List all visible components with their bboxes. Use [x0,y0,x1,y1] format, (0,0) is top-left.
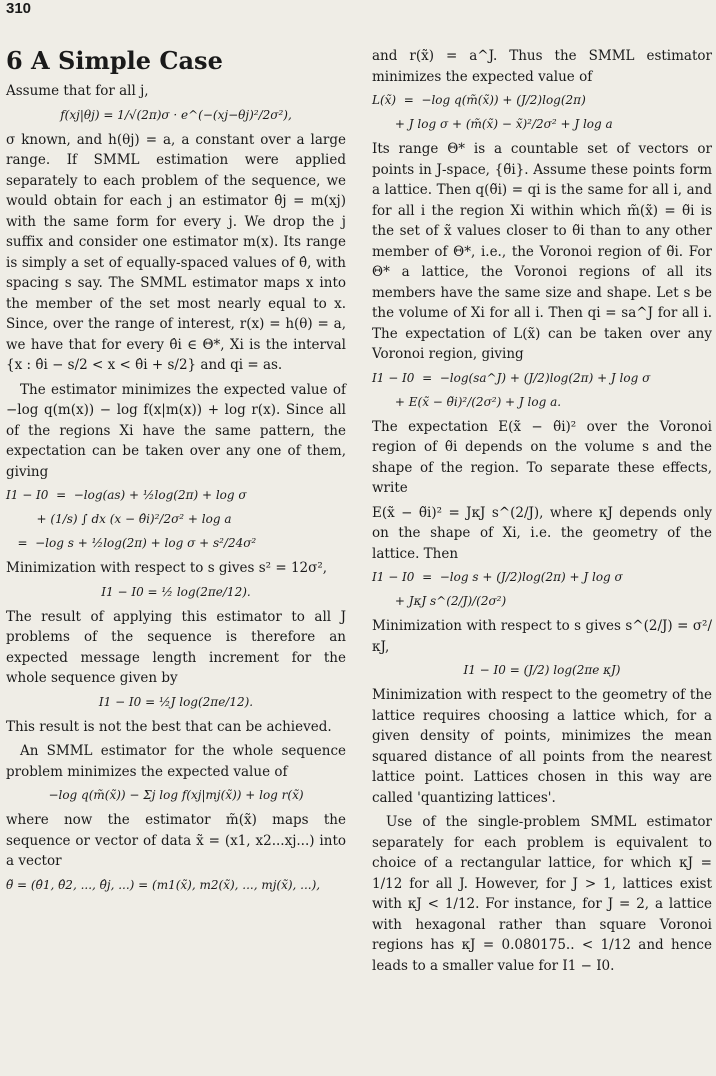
equation: I1 − I0 = −log(as) + ½log(2π) + log σ [6,488,247,502]
left-column [6,46,346,900]
paragraph: Use of the single-problem SMML estimator separately for each problem is equivalent to choice of a rectangular lattice, for which κJ = 1/12 for all J. However, for J > 1, lattices exist with κJ < 1/12. For instance, for J = 2, a lattice with hexagonal rather than square Voronoi regions has κJ = 0.080175.. < 1/12 and hence leads to a smaller value for I1 − I0. [372,814,712,974]
section-title: 6 A Simple Case [6,46,223,75]
equation: I1 − I0 = (J/2) log(2πe κJ) [463,663,621,677]
equation: I1 − I0 = −log(sa^J) + (J/2)log(2π) + J log σ [372,370,651,385]
paragraph: The estimator minimizes the expected value of −log q(m(x)) − log f(x|m(x)) + log r(x). Since all of the regions Xi have the same pattern, the expectation can be taken over any one of them, giving [6,381,346,480]
paragraph: Minimization with respect to the geometry of the lattice requires choosing a lattice which, for a given density of points, minimizes the mean squared distance of all points from the nearest lattice point. Lattices chosen in this way are called 'quantizing lattices'. [372,687,712,806]
paragraph: Assume that for all j, [6,83,149,99]
paragraph: σ known, and h(θj) = a, a constant over a large range. If SMML estimation were applied separately to each problem of the sequence, we would obtain for each j an estimator θ̂j = m(xj) with the same form for every j. We drop the j suffix and consider one estimator m(x). Its range is simply a set of equally-spaced values of θ̂, with spacing s say. The SMML estimator maps x into the member of the set most nearly equal to x. Since, over the range of interest, r(x) = h(θ) = a, we have that for every θ̂i ∈ Θ*, Xi is the interval {x : θ̂i − s/2 < x < θ̂i + s/2} and qi = as. [6,131,346,373]
page-number: 310 [6,0,32,17]
paragraph: Minimization with respect to s gives s^(2/J) = σ²/κJ, [372,618,712,655]
equation: L(x̃) = −log q(m̃(x̃)) + (J/2)log(2π) [372,93,586,107]
equation: θ̃ = (θ̂1, θ̂2, ..., θ̂j, ...) = (m1(x̃), m2(x̃), ..., mj(x̃), ...), [6,877,321,892]
paragraph: Minimization with respect to s gives s² = 12σ², [6,560,328,576]
equation: + (1/s) ∫ dx (x − θ̂i)²/2σ² + log a [6,512,232,526]
equation: I1 − I0 = ½ log(2πe/12). [101,584,251,599]
paragraph: Its range Θ* is a countable set of vectors or points in J-space, {θ̃i}. Assume these points form a lattice. Then q(θ̃i) = qi is the same for all i, and for all i the region Xi within which m̃(x̃) = θ̃i is the set of x̃ values closer to θ̃i than to any other member of Θ*, i.e., the Voronoi region of θ̃i. For Θ* a lattice, the Voronoi regions of all its members have the same size and shape. Let s be the volume of Xi for all i. Then qi = sa^J for all i. The expectation of L(x̃) can be taken over any Voronoi region, giving [372,141,712,362]
equation: −log q(m̃(x̃)) − Σj log f(xj|mj(x̃)) + log r(x̃) [48,788,304,802]
paragraph: An SMML estimator for the whole sequence problem minimizes the expected value of [6,743,346,780]
equation: I1 − I0 = −log s + (J/2)log(2π) + J log σ [372,570,623,584]
paragraph: E(x̃ − θ̃i)² = JκJ s^(2/J), where κJ depends only on the shape of Xi, i.e. the geometry of the lattice. Then [372,504,712,562]
equation: + J log σ + (m̃(x̃) − x̃)²/2σ² + J log a [372,117,613,131]
paragraph: and r(x̃) = a^J. Thus the SMML estimator minimizes the expected value of [372,48,712,85]
equation: f(xj|θj) = 1/√(2π)σ · e^(−(xj−θj)²/2σ²), [60,107,292,122]
paragraph: where now the estimator m̃(x̃) maps the sequence or vector of data x̃ = (x1, x2...xj...) into a vector [6,812,346,869]
equation: + JκJ s^(2/J)/(2σ²) [372,594,507,608]
equation: + E(x̃ − θ̃i)²/(2σ²) + J log a. [372,394,562,409]
equation: I1 − I0 = ½J log(2πe/12). [98,694,254,709]
paragraph: This result is not the best that can be achieved. [6,718,332,735]
right-column [372,46,712,980]
paragraph: The result of applying this estimator to all J problems of the sequence is therefore an expected message length increment for the whole sequence given by [6,608,346,686]
equation: = −log s + ½log(2π) + log σ + s²/24σ² [6,536,257,550]
paragraph: The expectation E(x̃ − θ̃i)² over the Voronoi region of θ̃i depends on the volume s and the shape of the region. To separate these effects, write [372,418,712,496]
